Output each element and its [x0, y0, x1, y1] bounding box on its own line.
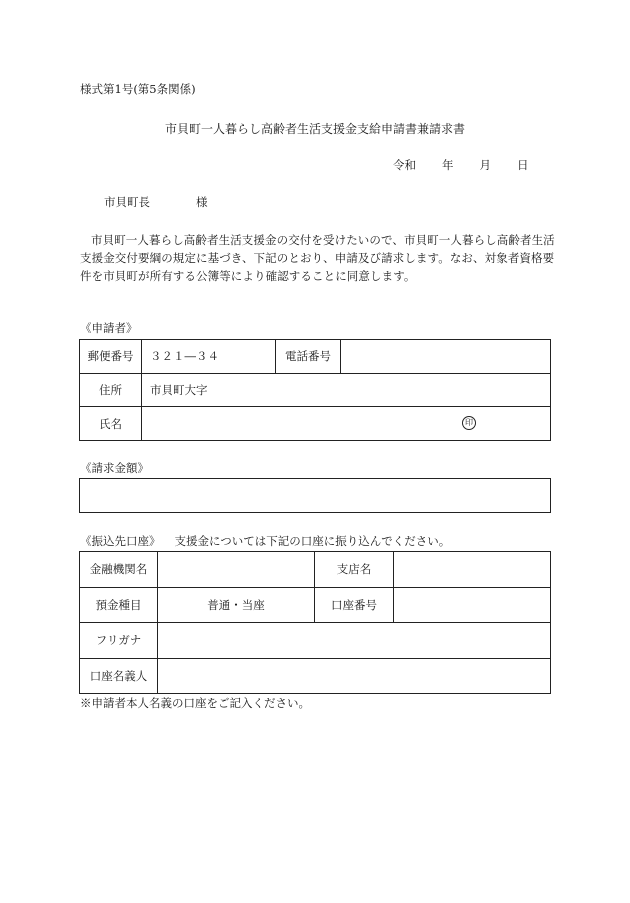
name-label: 氏名 [80, 407, 142, 441]
date-year: 年 [442, 158, 454, 172]
body-text: 市貝町一人暮らし高齢者生活支援金の交付を受けたいので、市貝町一人暮らし高齢者生活支援金交付要綱の規定に基づき、下記のとおり、申請及び請求します。なお、対象者資格要件を市貝町が所有する公簿等により確認することに同意します。 [80, 233, 555, 283]
branch-label: 支店名 [315, 552, 394, 588]
name-field[interactable] [142, 407, 551, 441]
deposit-type-label: 預金種目 [80, 587, 158, 623]
furigana-field[interactable] [158, 623, 551, 659]
date-month: 月 [479, 158, 491, 172]
bank-heading-line [80, 533, 450, 549]
addressee [104, 194, 208, 210]
table-row [80, 587, 551, 623]
phone-label: 電話番号 [276, 340, 341, 374]
amount-field[interactable] [80, 479, 551, 513]
deposit-type-field[interactable]: 普通・当座 [158, 587, 315, 623]
addressee-honorific: 様 [196, 195, 208, 209]
date-line [393, 157, 529, 173]
bank-table [79, 551, 551, 694]
address-field[interactable]: 市貝町大字 [142, 373, 551, 407]
footnote: ※申請者本人名義の口座をご記入ください。 [80, 696, 310, 710]
table-row [80, 340, 551, 374]
amount-heading: 《請求金額》 [80, 461, 149, 475]
account-holder-field[interactable] [158, 658, 551, 694]
date-era: 令和 [393, 158, 416, 172]
furigana-label: フリガナ [80, 623, 158, 659]
amount-table [79, 478, 551, 513]
date-day: 日 [517, 158, 529, 172]
bank-heading: 《振込先口座》 [80, 534, 161, 548]
table-row [80, 552, 551, 588]
table-row [80, 407, 551, 441]
account-holder-label: 口座名義人 [80, 658, 158, 694]
branch-field[interactable] [394, 552, 551, 588]
bank-instruction: 支援金については下記の口座に振り込んでください。 [174, 534, 451, 548]
table-row [80, 373, 551, 407]
institution-field[interactable] [158, 552, 315, 588]
postal-code-field[interactable]: ３２１―３４ [142, 340, 276, 374]
address-label: 住所 [80, 373, 142, 407]
form-title: 市貝町一人暮らし高齢者生活支援金支給申請書兼請求書 [164, 122, 465, 136]
postal-code-label: 郵便番号 [80, 340, 142, 374]
seal-icon: 印 [462, 416, 476, 430]
applicant-heading: 《申請者》 [80, 321, 138, 335]
account-number-field[interactable] [394, 587, 551, 623]
phone-field[interactable] [341, 340, 551, 374]
applicant-table [79, 339, 551, 441]
table-row [80, 479, 551, 513]
table-row [80, 658, 551, 694]
account-number-label: 口座番号 [315, 587, 394, 623]
institution-label: 金融機関名 [80, 552, 158, 588]
table-row [80, 623, 551, 659]
form-number: 様式第1号(第5条関係) [80, 82, 196, 96]
addressee-name: 市貝町長 [104, 195, 150, 209]
